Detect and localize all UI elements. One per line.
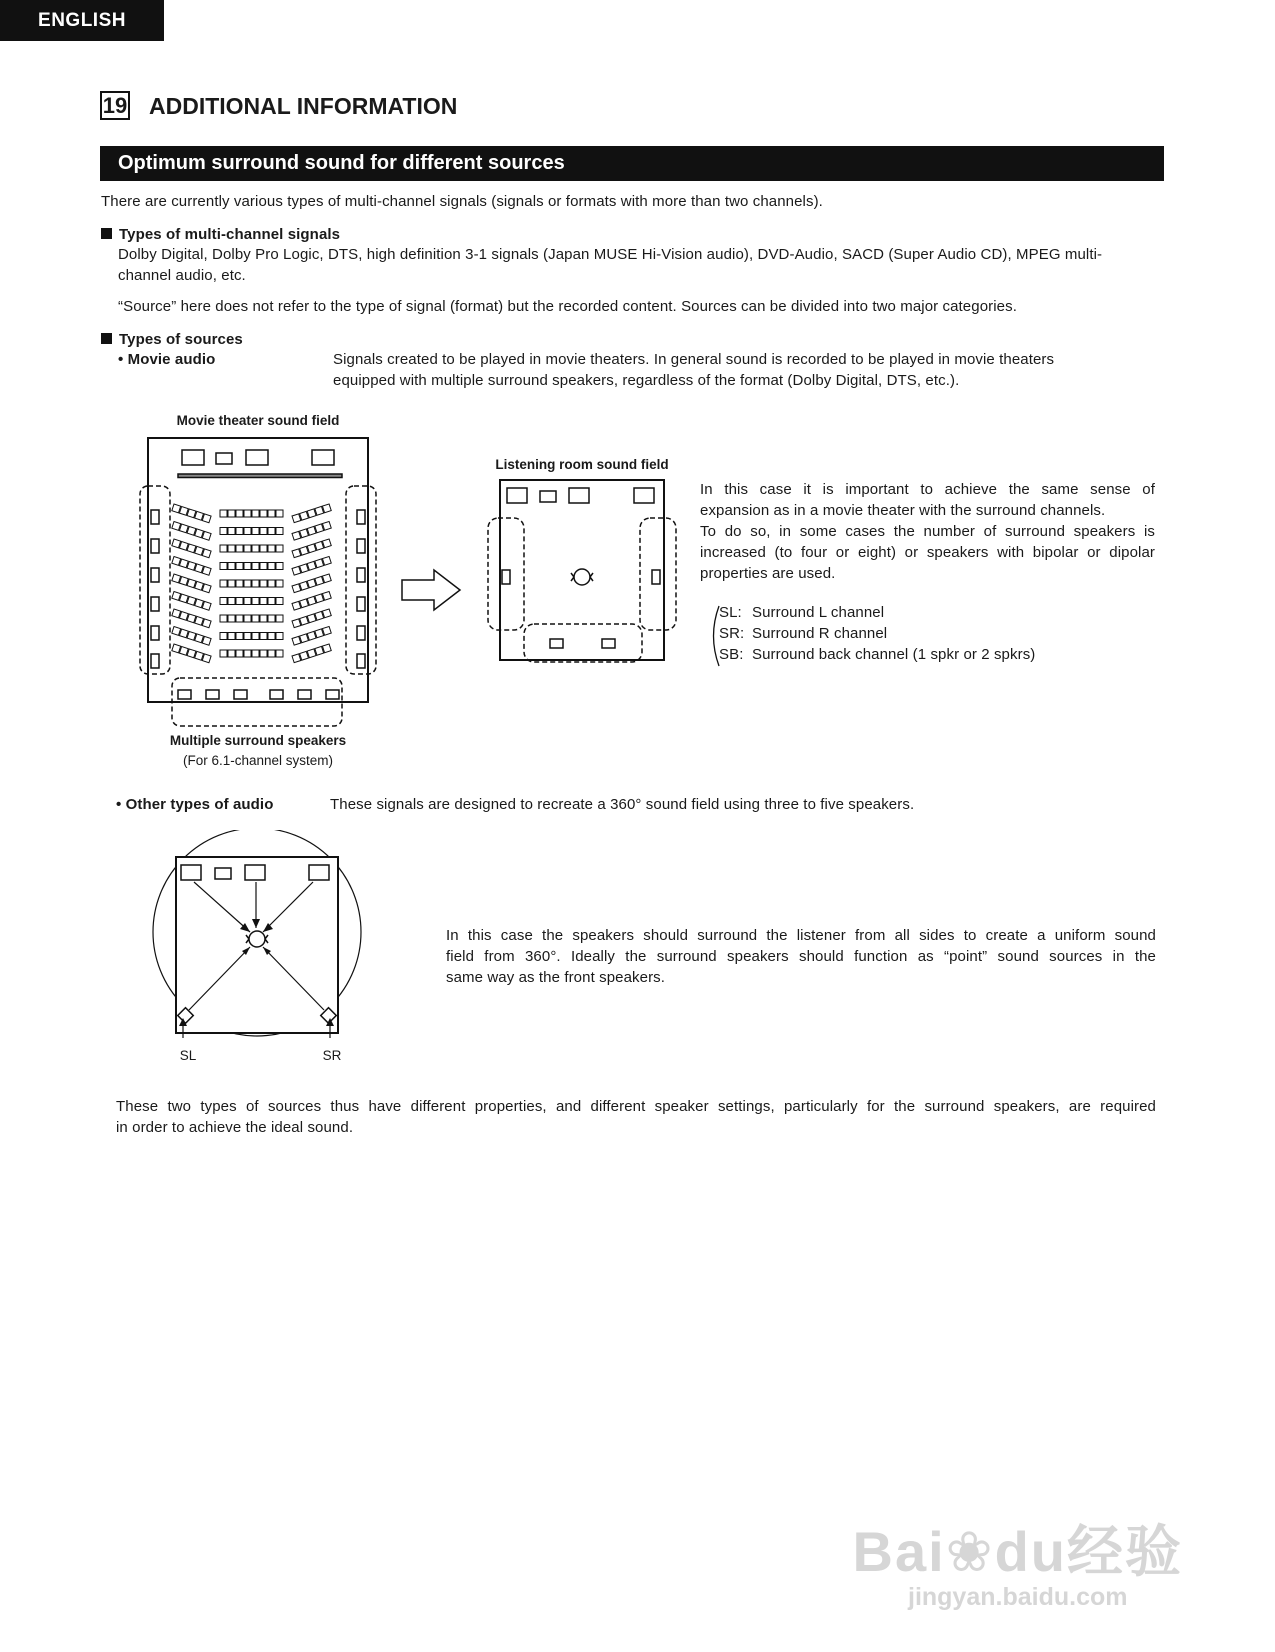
theater-caption: Movie theater sound field (176, 413, 340, 428)
surround-back-speaker (550, 639, 563, 648)
seat (260, 650, 267, 657)
seat (244, 545, 251, 552)
seat (220, 563, 227, 570)
seat (179, 559, 188, 568)
seat (315, 506, 324, 515)
surround-back-speaker (602, 639, 615, 648)
seat (252, 615, 259, 622)
seat (220, 580, 227, 587)
seat-row-left (172, 574, 211, 593)
intro-text: There are currently various types of multi-channel signals (signals or formats with more than two channels). (101, 193, 823, 210)
seat (172, 592, 181, 601)
seat (252, 528, 259, 535)
seat (172, 557, 181, 566)
seat (228, 598, 235, 605)
seat (228, 563, 235, 570)
seat (172, 609, 181, 618)
seat (300, 616, 309, 625)
seat (202, 654, 211, 663)
seat (276, 650, 283, 657)
seat (187, 526, 196, 535)
seat (276, 615, 283, 622)
left-surround-speakers (151, 510, 159, 668)
seat (220, 598, 227, 605)
screen (178, 474, 342, 478)
seat (172, 627, 181, 636)
seat (260, 545, 267, 552)
seat (268, 650, 275, 657)
seat (322, 521, 331, 530)
surround-right-speaker (652, 570, 660, 584)
seat (244, 510, 251, 517)
surround-left-speaker (502, 570, 510, 584)
seat (260, 528, 267, 535)
seat (322, 504, 331, 513)
seat (187, 561, 196, 570)
seat (260, 615, 267, 622)
seat (268, 598, 275, 605)
seat (220, 633, 227, 640)
seat (252, 633, 259, 640)
seat (260, 563, 267, 570)
seat (315, 629, 324, 638)
seat (228, 650, 235, 657)
seat (172, 522, 181, 531)
seat (276, 598, 283, 605)
paw-icon: ❀ (945, 1520, 995, 1583)
seat (195, 581, 204, 590)
seat (300, 651, 309, 660)
seat (236, 650, 243, 657)
seat (187, 596, 196, 605)
seat (195, 651, 204, 660)
seat-row-left (172, 557, 211, 576)
seat-row-left (172, 627, 211, 646)
seat (195, 634, 204, 643)
seat (300, 546, 309, 555)
front-speaker (312, 450, 334, 465)
other-explanation: In this case the speakers should surround the listener from all sides to create a uniform sound field from 360°. Ideally the surround speakers should function as “point” sound sources in the same way as the front speakers. (446, 927, 1156, 986)
seat (260, 598, 267, 605)
seat (236, 598, 243, 605)
section-title: ADDITIONAL INFORMATION (149, 93, 458, 119)
seat (252, 563, 259, 570)
seat (252, 598, 259, 605)
front-speaker (246, 450, 268, 465)
seat (236, 615, 243, 622)
seat (307, 579, 316, 588)
seat (220, 615, 227, 622)
seat (172, 644, 181, 653)
sr-label: SR (322, 1048, 342, 1063)
audience-seats (172, 504, 331, 663)
seat (220, 510, 227, 517)
seat (260, 510, 267, 517)
movie-theater-diagram (138, 436, 378, 736)
seat (252, 510, 259, 517)
seat-row-right (292, 609, 331, 628)
movie-audio-text: Signals created to be played in movie theaters. In general sound is recorded to be played in movie theaters equipped with multiple surround speakers, regardless of the format (Dolby Digital, DTS, etc.). (333, 351, 1055, 389)
seat (236, 510, 243, 517)
seat (195, 546, 204, 555)
seat (307, 561, 316, 570)
right-surround-speakers (357, 510, 365, 668)
seat-row-left (172, 504, 211, 523)
other-audio-text: These signals are designed to recreate a 360° sound field using three to five speakers. (330, 796, 915, 813)
seat (195, 616, 204, 625)
seat (292, 654, 301, 663)
seat (244, 650, 251, 657)
seat-row-left (172, 609, 211, 628)
seat (202, 531, 211, 540)
seat-row-right (292, 644, 331, 663)
legend-row: SR: Surround R channel (719, 625, 888, 642)
seat (315, 541, 324, 550)
square-bullet-icon (101, 333, 112, 344)
seat (179, 611, 188, 620)
seat-row-left (172, 592, 211, 611)
seat (187, 579, 196, 588)
seat (244, 598, 251, 605)
seat-row-right (292, 504, 331, 523)
seat (260, 580, 267, 587)
seat (315, 594, 324, 603)
seat (187, 509, 196, 518)
seat (187, 631, 196, 640)
seat (195, 599, 204, 608)
seat (300, 529, 309, 538)
baidu-watermark: Bai❀du经验 jingyan.baidu.com (852, 1520, 1183, 1611)
seat-row-right (292, 521, 331, 540)
seat (260, 633, 267, 640)
seat (268, 615, 275, 622)
seat (228, 580, 235, 587)
seat (292, 514, 301, 523)
seat (322, 609, 331, 618)
center-speaker (216, 453, 232, 464)
language-tab: ENGLISH (0, 0, 164, 41)
center-speaker (540, 491, 556, 502)
seat (322, 539, 331, 548)
seat (228, 615, 235, 622)
seat (236, 580, 243, 587)
seat-row-right (292, 556, 331, 575)
movie-explanation: In this case it is important to achieve the same sense of expansion as in a movie theater with the surround channels. To do so, in some cases the number of surround speakers is increased (to four or eight) or speakers with bipolar or dipolar properties are used. (700, 481, 1155, 582)
seat (244, 580, 251, 587)
seat (187, 544, 196, 553)
legend-row: SL: Surround L channel (719, 604, 885, 621)
seat (276, 580, 283, 587)
seat (228, 528, 235, 535)
seat (202, 514, 211, 523)
seat (172, 504, 181, 513)
front-speaker (569, 488, 589, 503)
seat (307, 631, 316, 640)
seat-row-right (292, 574, 331, 593)
front-left-speaker (507, 488, 527, 503)
seat (322, 574, 331, 583)
source-note: “Source” here does not refer to the type of signal (format) but the recorded content. Sources can be divided into two major categories. (118, 298, 1017, 315)
seat (268, 633, 275, 640)
conclusion-text: These two types of sources thus have different properties, and different speaker settings, particularly for the surround speakers, are required in order to achieve the ideal sound. (116, 1098, 1156, 1136)
seat (300, 511, 309, 520)
seat (244, 633, 251, 640)
seat (202, 566, 211, 575)
seat (315, 646, 324, 655)
seat-row-left (172, 644, 211, 663)
surround-subcaption: (For 6.1-channel system) (182, 753, 334, 768)
seat (195, 564, 204, 573)
seat (292, 549, 301, 558)
seat (228, 545, 235, 552)
listening-room-diagram (484, 478, 680, 670)
seat (187, 614, 196, 623)
seat (276, 545, 283, 552)
seat (228, 510, 235, 517)
seat (179, 524, 188, 533)
seat (292, 584, 301, 593)
seat (195, 511, 204, 520)
seat (276, 563, 283, 570)
room (176, 857, 338, 1033)
seat (292, 531, 301, 540)
seat-row-right (292, 626, 331, 645)
seat (268, 510, 275, 517)
seat (300, 581, 309, 590)
section-number: 19 (100, 91, 130, 120)
legend-row: SB: Surround back channel (1 spkr or 2 spkrs) (719, 646, 1036, 663)
seat (322, 591, 331, 600)
seat (307, 614, 316, 623)
seat (244, 615, 251, 622)
surround-group-right (346, 486, 376, 674)
square-bullet-icon (101, 228, 112, 239)
seat-row-right (292, 591, 331, 610)
seat (220, 650, 227, 657)
seat (202, 584, 211, 593)
seat (236, 528, 243, 535)
front-right-speaker (634, 488, 654, 503)
seat (228, 633, 235, 640)
seat (244, 528, 251, 535)
seat (276, 528, 283, 535)
seat (307, 596, 316, 605)
seat (179, 646, 188, 655)
seat-row-right (292, 539, 331, 558)
seat (315, 611, 324, 620)
seat (236, 545, 243, 552)
seat (179, 541, 188, 550)
sources-heading: Types of sources (101, 329, 243, 350)
seat-row-left (172, 539, 211, 558)
seat-row-left (172, 522, 211, 541)
seat (292, 619, 301, 628)
seat (252, 650, 259, 657)
surround-360-diagram (150, 830, 376, 1042)
other-audio-label: • Other types of audio (116, 796, 274, 813)
seat (172, 539, 181, 548)
seat (236, 633, 243, 640)
movie-audio-label: • Movie audio (118, 351, 216, 368)
seat (202, 619, 211, 628)
seat (276, 633, 283, 640)
seat (307, 544, 316, 553)
seat (202, 601, 211, 610)
seat (195, 529, 204, 538)
signals-body: Dolby Digital, Dolby Pro Logic, DTS, high definition 3-1 signals (Japan MUSE Hi-Vision audio), DVD-Audio, SACD (Super Audio CD), MPEG multi- channel audio, etc. (118, 246, 1103, 284)
seat (322, 626, 331, 635)
seat (252, 580, 259, 587)
seat (315, 524, 324, 533)
transition-arrow-icon (400, 568, 464, 612)
surround-group-left (140, 486, 170, 674)
seat (268, 563, 275, 570)
room-caption: Listening room sound field (495, 457, 669, 472)
seat (322, 556, 331, 565)
seat (268, 528, 275, 535)
seat (220, 528, 227, 535)
seat (220, 545, 227, 552)
seat (307, 649, 316, 658)
seat (202, 636, 211, 645)
seat (315, 576, 324, 585)
seat (300, 599, 309, 608)
sb-group (524, 624, 642, 662)
seat (307, 526, 316, 535)
signals-heading: Types of multi-channel signals (101, 224, 340, 245)
seat (179, 594, 188, 603)
seat (179, 576, 188, 585)
seat (276, 510, 283, 517)
sl-group (488, 518, 524, 630)
seat (179, 629, 188, 638)
seat (300, 634, 309, 643)
seat (172, 574, 181, 583)
back-surround-speakers (178, 690, 339, 699)
channel-legend (719, 602, 1035, 665)
sl-label: SL (179, 1048, 197, 1063)
seat (322, 644, 331, 653)
listener-icon (571, 569, 593, 585)
seat (187, 649, 196, 658)
seat (179, 506, 188, 515)
sr-group (640, 518, 676, 630)
seat (315, 559, 324, 568)
subsection-band: Optimum surround sound for different sources (100, 146, 1164, 181)
surround-caption: Multiple surround speakers (169, 733, 347, 748)
seat (292, 566, 301, 575)
seat (307, 509, 316, 518)
seat (268, 580, 275, 587)
seat (202, 549, 211, 558)
seat (292, 636, 301, 645)
seat (300, 564, 309, 573)
seat (252, 545, 259, 552)
front-speaker (182, 450, 204, 465)
seat (244, 563, 251, 570)
seat (292, 601, 301, 610)
seat (236, 563, 243, 570)
seat (268, 545, 275, 552)
